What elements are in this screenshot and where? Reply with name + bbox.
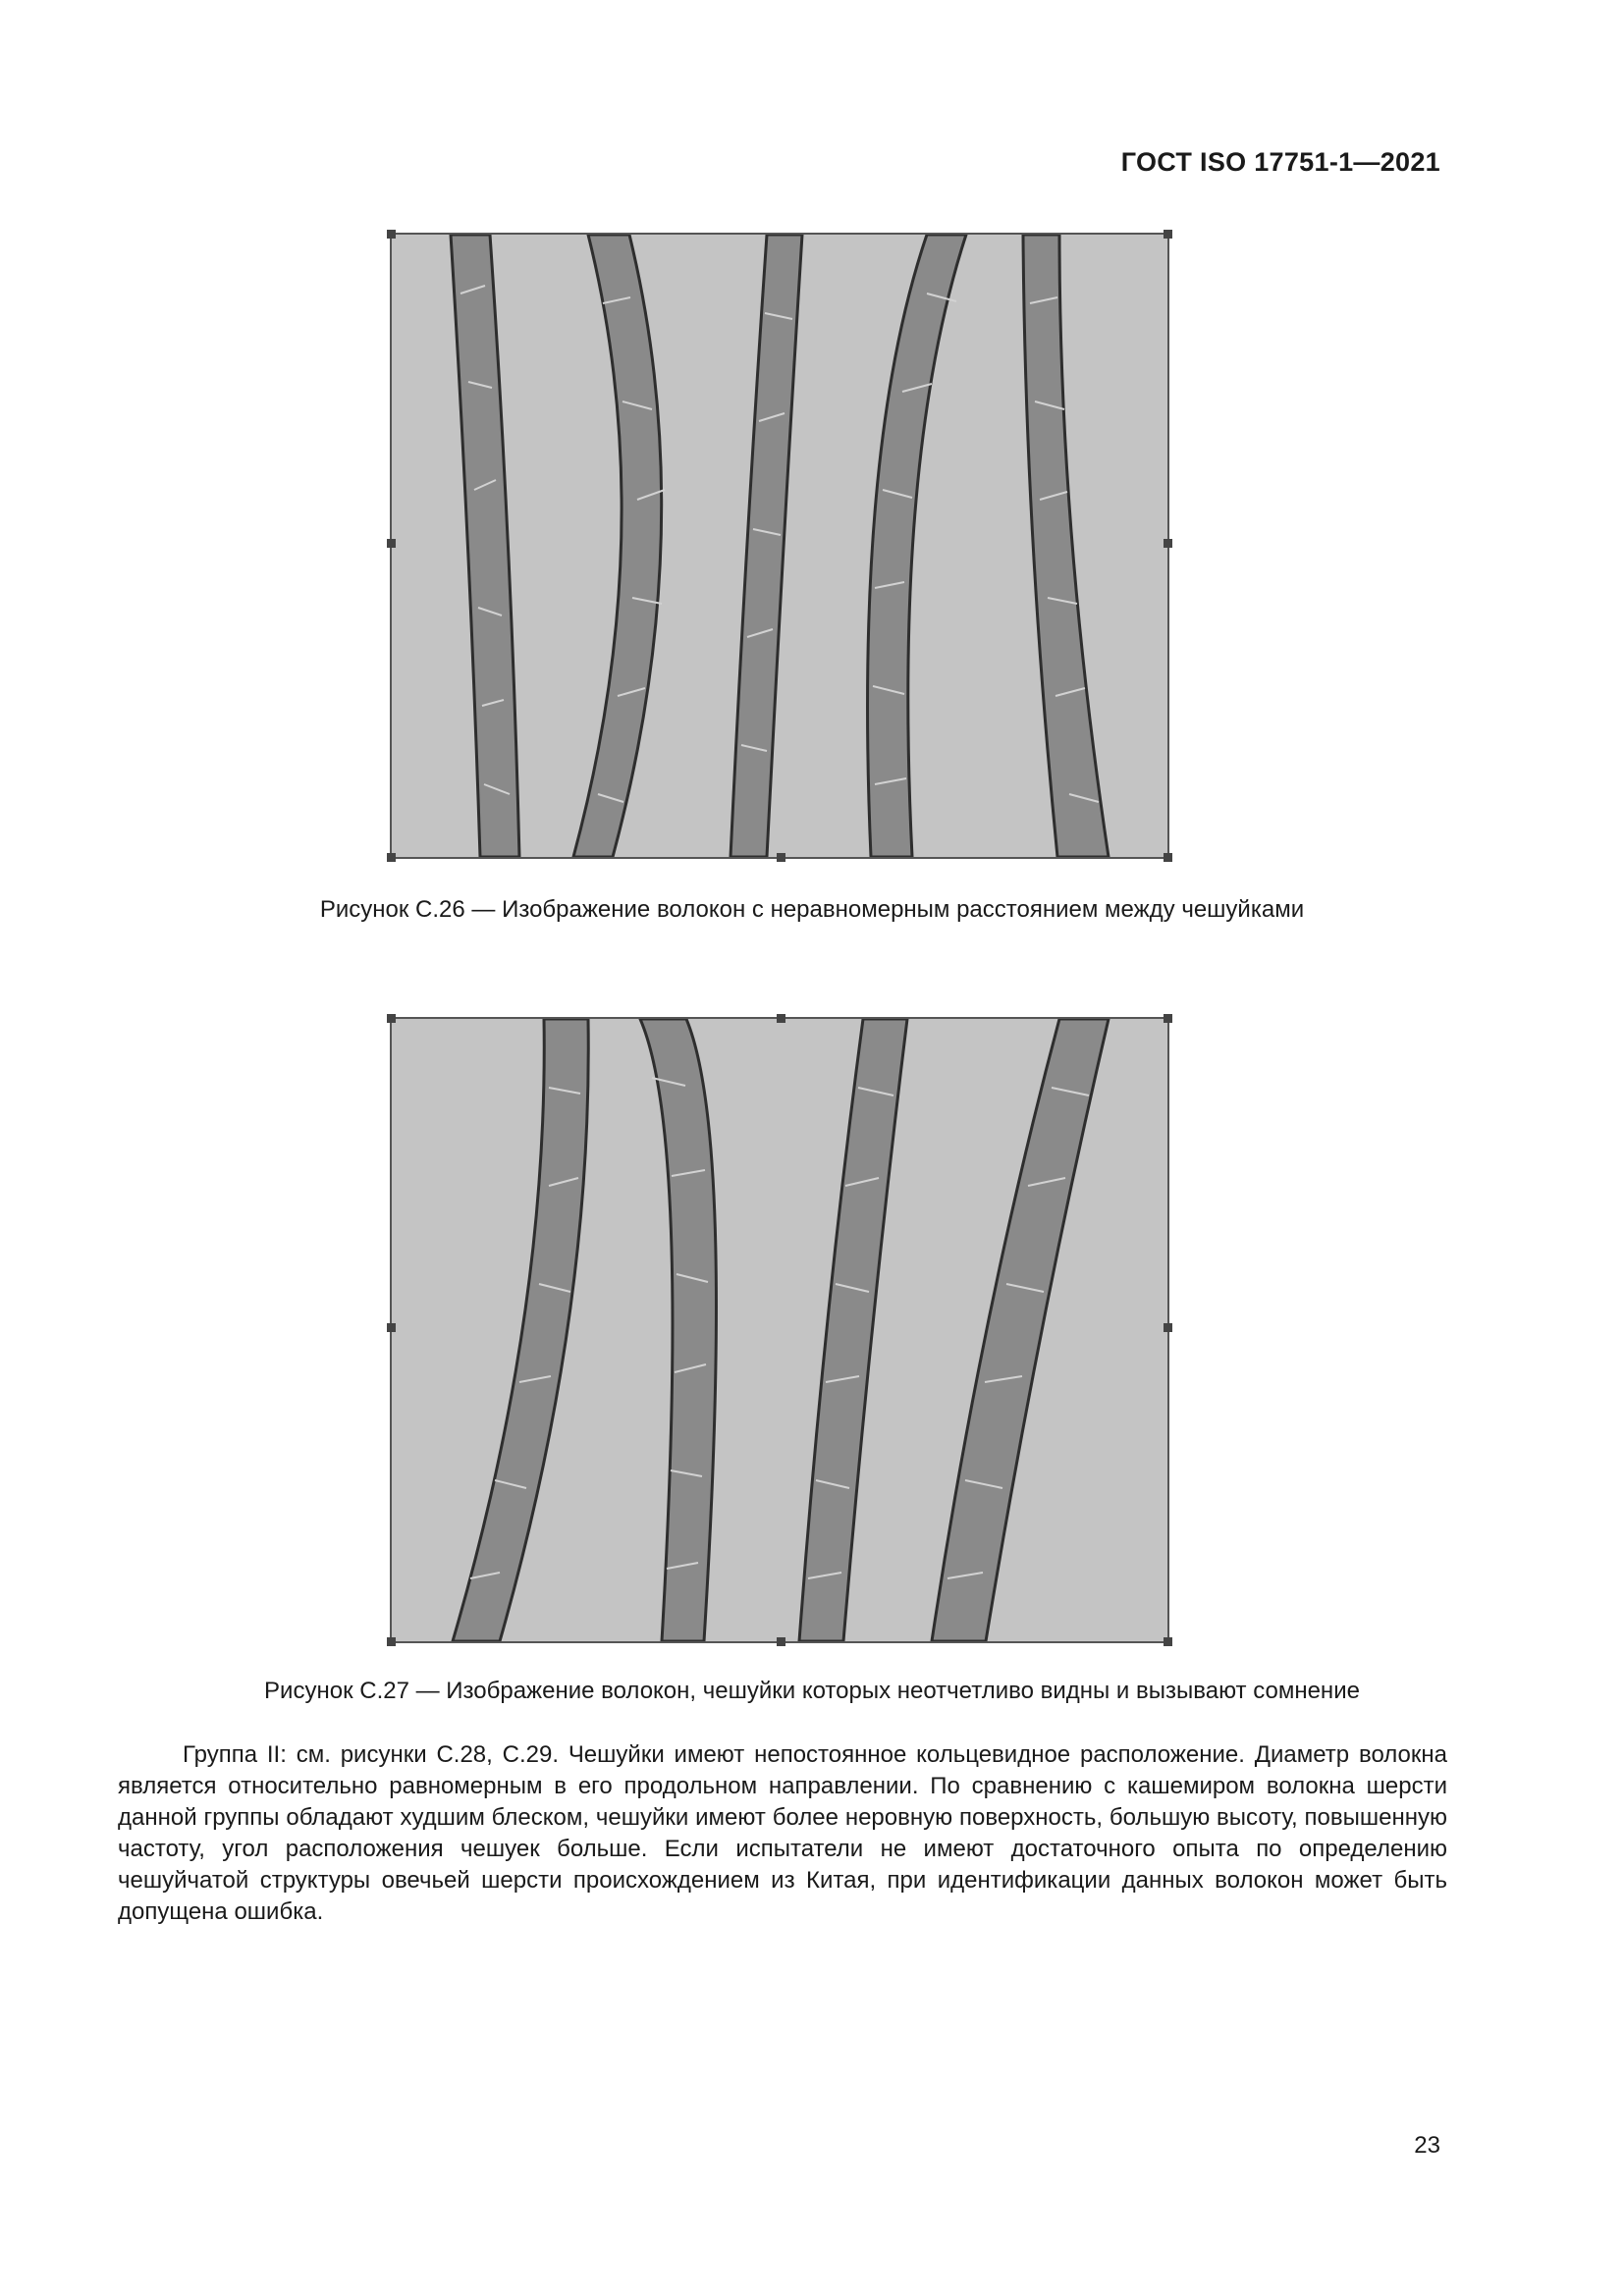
figure-c26-micrograph <box>390 233 1169 859</box>
frame-marker <box>777 853 785 862</box>
frame-marker <box>777 1014 785 1023</box>
frame-marker <box>1164 539 1172 548</box>
frame-marker <box>387 1637 396 1646</box>
fiber <box>731 235 802 857</box>
frame-marker <box>1164 1323 1172 1332</box>
fiber-micrograph-c27 <box>392 1019 1167 1641</box>
fiber-micrograph-c26 <box>392 235 1167 857</box>
frame-marker <box>387 853 396 862</box>
frame-marker <box>1164 230 1172 239</box>
frame-marker <box>1164 1637 1172 1646</box>
page-number: 23 <box>1414 2132 1440 2159</box>
fiber <box>640 1019 716 1641</box>
frame-marker <box>1164 1014 1172 1023</box>
frame-marker <box>387 539 396 548</box>
fiber <box>453 1019 588 1641</box>
figure-c26-caption: Рисунок С.26 — Изображение волокон с неравномерным расстоянием между чешуйками <box>319 896 1305 923</box>
figure-c27-micrograph <box>390 1017 1169 1643</box>
fiber <box>573 235 665 857</box>
frame-marker <box>387 1014 396 1023</box>
fiber <box>1023 235 1109 857</box>
document-standard-code: ГОСТ ISO 17751-1—2021 <box>1120 147 1440 177</box>
fiber <box>932 1019 1109 1641</box>
fiber <box>868 235 966 857</box>
frame-marker <box>387 230 396 239</box>
frame-marker <box>1164 853 1172 862</box>
frame-marker <box>387 1323 396 1332</box>
figure-c27-caption: Рисунок С.27 — Изображение волокон, чешуйки которых неотчетливо видны и вызывают сомнение <box>264 1678 1360 1704</box>
fiber <box>799 1019 907 1641</box>
fiber <box>451 235 519 857</box>
frame-marker <box>777 1637 785 1646</box>
body-paragraph: Группа II: см. рисунки С.28, С.29. Чешуйки имеют непостоянное кольцевидное расположение. Диаметр волокна является относительно равномерным в его продольном направлении. По сравнению с кашемиром волокна шерсти данной группы обладают худшим блеском, чешуйки имеют более неровную поверхность, большую высоту, повышенную частоту, угол расположения чешуек больше. Если испытатели не имеют достаточного опыта по определению чешуйчатой структуры овечьей шерсти происхождением из Китая, при идентификации данных волокон может быть допущена ошибка. <box>118 1741 1447 1925</box>
